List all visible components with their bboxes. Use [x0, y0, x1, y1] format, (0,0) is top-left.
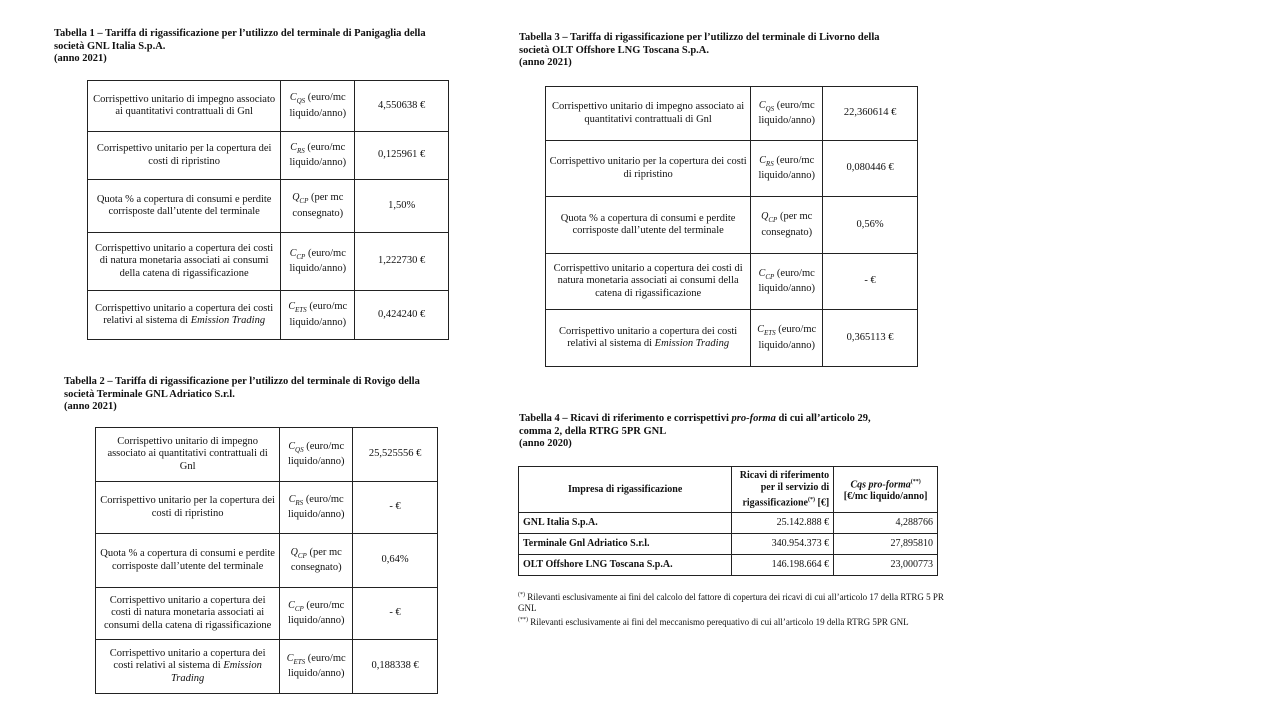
table3-title: Tabella 3 – Tariffa di rigassificazione per l’utilizzo del terminale di Livorno della	[519, 32, 880, 43]
tariff-value: 22,360614 €	[823, 87, 918, 141]
tariff-description-text: Corrispettivo unitario a copertura dei costi relativi al sistema di	[559, 325, 738, 349]
table3-year: (anno 2021)	[519, 57, 572, 68]
table-row	[88, 291, 449, 340]
table4-head-revenue-mark: (*)	[808, 496, 815, 503]
tariff-symbol-subscript: CP	[297, 551, 307, 560]
tariff-description-text: Corrispettivo unitario per la copertura dei costi di ripristino	[96, 143, 272, 167]
tariff-symbol-letter: $C_{ETS}$	[757, 324, 776, 337]
tariff-symbol-subscript: ETS	[295, 306, 307, 314]
tariff-value: 4,550638 €	[355, 81, 449, 132]
tariff-symbol-subscript: CP	[299, 197, 309, 205]
tariff-symbol	[281, 233, 355, 291]
tariff-symbol	[280, 534, 353, 588]
tariff-value: 0,64%	[353, 534, 438, 588]
table4-revenue: 146.198.664 €	[732, 555, 834, 576]
table4-head-cqs-unit: [€/mc liquido/anno]	[843, 491, 928, 503]
tariff-description	[88, 291, 281, 340]
table-row	[546, 87, 918, 141]
tariff-symbol-subscript: CP	[765, 272, 775, 281]
tariff-symbol-subscript: CP	[294, 604, 304, 613]
tariff-value: 0,188338 €	[353, 640, 438, 694]
table4-cqs: 4,288766	[834, 513, 938, 534]
footnote-1-text: Rilevanti esclusivamente ai fini del calcolo del fattore di copertura dei ricavi di cui all’articolo 17 della RTRG 5 PR GNL	[518, 592, 944, 613]
table-row	[546, 141, 918, 197]
table4-cqs: 27,895810	[834, 534, 938, 555]
table4-caption	[519, 413, 959, 451]
tariff-symbol-subscript: RS	[296, 146, 305, 155]
table-row	[519, 534, 938, 555]
tariff-description-text: Corrispettivo unitario a copertura dei costi di natura monetaria associati ai consumi della catena di rigassificazione	[553, 262, 743, 299]
table4-head-cqs	[834, 467, 938, 513]
tariff-symbol	[281, 180, 355, 233]
tariff-unit: (euro/mc liquido/anno)	[289, 92, 347, 119]
tariff-symbol-subscript: QS	[295, 445, 304, 454]
table3-caption	[519, 32, 959, 70]
table4-title	[519, 413, 959, 426]
tariff-symbol-letter: $C_{RS}$	[290, 141, 305, 155]
tariff-unit: (euro/mc liquido/anno)	[287, 493, 345, 520]
table1-company: società GNL Italia S.p.A.	[54, 40, 166, 52]
tariff-symbol-subscript: CP	[296, 252, 306, 261]
tariff-description-text: Corrispettivo unitario per la copertura dei costi di ripristino	[549, 156, 747, 180]
table-row	[546, 197, 918, 254]
tariff-description	[88, 233, 281, 291]
tariff-value: - €	[353, 482, 438, 534]
table-row	[96, 482, 438, 534]
table4-title-italic: pro-forma	[731, 413, 776, 424]
tariff-symbol-letter: $C_{CP}$	[758, 267, 775, 281]
table4-head-revenue-label: Ricavi di riferimento per il servizio di rigassificazione	[739, 469, 830, 509]
tariff-symbol	[280, 428, 353, 482]
table1-body	[88, 81, 449, 340]
tariff-description	[546, 197, 751, 254]
table4-company: OLT Offshore LNG Toscana S.p.A.	[519, 555, 732, 576]
tariff-value: 0,125961 €	[355, 132, 449, 180]
table4-footnotes	[518, 590, 958, 629]
table4-head-revenue-unit: [€]	[817, 497, 830, 509]
tariff-symbol	[751, 254, 823, 310]
tariff-value: 1,50%	[355, 180, 449, 233]
table4-cqs: 23,000773	[834, 555, 938, 576]
table3-body	[546, 87, 918, 367]
tariff-description	[546, 141, 751, 197]
table-row	[96, 588, 438, 640]
table-row	[96, 534, 438, 588]
tariff-symbol	[281, 81, 355, 132]
tariff-unit: (per mc consegnato)	[761, 211, 813, 238]
tariff-symbol-letter: $C_{ETS}$	[286, 652, 306, 666]
table4-subtitle: comma 2, della RTRG 5PR GNL	[519, 425, 667, 437]
tariff-description	[96, 640, 280, 694]
tariff-description-text: Corrispettivo unitario di impegno associato ai quantitativi contrattuali di Gnl	[552, 101, 745, 125]
tariff-symbol-letter: $C_{ETS}$	[288, 301, 307, 314]
table-row	[96, 428, 438, 482]
footnote-2	[518, 615, 958, 628]
tariff-description-italic: Emission Trading	[171, 660, 262, 684]
table4-header-row	[519, 467, 938, 513]
tariff-value: 1,222730 €	[355, 233, 449, 291]
tariff-value: 0,365113 €	[823, 310, 918, 367]
tariff-symbol-letter: $C_{RS}$	[288, 493, 304, 507]
tariff-symbol-letter: $C_{CP}$	[288, 599, 304, 613]
table2-company: società Terminale GNL Adriatico S.r.l.	[64, 388, 235, 400]
tariff-symbol	[280, 588, 353, 640]
table4-head-company: Impresa di rigassificazione	[519, 467, 732, 513]
tariff-description-italic: Emission Trading	[654, 338, 730, 349]
table-row	[88, 132, 449, 180]
tariff-description	[546, 87, 751, 141]
tariff-unit: (per mc consegnato)	[292, 192, 344, 219]
tariff-symbol	[280, 640, 353, 694]
table4-title-a: Tabella 4 – Ricavi di riferimento e corrispettivi	[519, 413, 729, 424]
table4-body	[519, 513, 938, 576]
tariff-symbol	[281, 291, 355, 340]
tariff-description-text: Corrispettivo unitario a copertura dei costi di natura monetaria associati ai consumi della catena di rigassificazione	[95, 242, 274, 279]
table4-company: Terminale Gnl Adriatico S.r.l.	[519, 534, 732, 555]
tariff-symbol-letter: $C_{QS}$	[288, 440, 304, 454]
tariff-value: 0,080446 €	[823, 141, 918, 197]
table-row	[546, 254, 918, 310]
table4	[518, 466, 938, 576]
footnote-2-mark: (**)	[518, 617, 528, 623]
tariff-symbol	[751, 310, 823, 367]
tariff-unit: (euro/mc liquido/anno)	[758, 99, 816, 126]
tariff-description-text: Corrispettivo unitario di impegno associato ai quantitativi contrattuali di Gnl	[93, 93, 276, 117]
tariff-symbol-subscript: ETS	[293, 657, 306, 666]
table2	[95, 427, 438, 694]
table-row	[88, 180, 449, 233]
table2-caption	[64, 376, 504, 414]
table4-head-cqs-label: Cqs pro-forma	[850, 479, 911, 491]
tariff-symbol	[751, 141, 823, 197]
tariff-symbol	[751, 87, 823, 141]
table-row	[96, 640, 438, 694]
tariff-description-text: Corrispettivo unitario per la copertura dei costi di ripristino	[100, 495, 275, 519]
tariff-unit: (euro/mc liquido/anno)	[289, 247, 347, 274]
tariff-description	[96, 482, 280, 534]
table4-head-revenue	[732, 467, 834, 513]
tariff-description	[88, 132, 281, 180]
tariff-description-text: Corrispettivo unitario di impegno associato ai quantitativi contrattuali di Gnl	[107, 435, 268, 472]
tariff-unit: (euro/mc liquido/anno)	[287, 440, 345, 467]
tariff-symbol-letter: $C_{RS}$	[759, 154, 774, 168]
table2-body	[96, 428, 438, 694]
tariff-unit: (euro/mc liquido/anno)	[758, 154, 816, 181]
tariff-unit: (euro/mc liquido/anno)	[287, 599, 345, 626]
tariff-value: - €	[823, 254, 918, 310]
table4-revenue: 340.954.373 €	[732, 534, 834, 555]
tariff-description-text: Quota % a copertura di consumi e perdite corrisposte dall’utente del terminale	[96, 193, 272, 217]
tariff-unit: (euro/mc liquido/anno)	[758, 324, 817, 351]
tariff-unit: (euro/mc liquido/anno)	[287, 652, 346, 679]
tariff-symbol	[280, 482, 353, 534]
tariff-symbol-letter: $C_{CP}$	[289, 247, 306, 261]
tariff-symbol	[281, 132, 355, 180]
tariff-unit: (euro/mc liquido/anno)	[289, 141, 347, 168]
footnote-1	[518, 590, 958, 614]
tariff-value: 0,56%	[823, 197, 918, 254]
tariff-unit: (euro/mc liquido/anno)	[758, 267, 816, 294]
tariff-symbol-letter: $C_{QS}$	[289, 92, 306, 105]
table1-year: (anno 2021)	[54, 53, 107, 64]
tariff-symbol-subscript: QS	[296, 97, 306, 105]
table4-title-b: di cui all’articolo 29,	[778, 413, 871, 424]
table1	[87, 80, 449, 340]
tariff-symbol-letter: $Q_{CP}$	[292, 192, 309, 205]
tariff-description	[546, 310, 751, 367]
tariff-symbol-subscript: QS	[765, 104, 775, 113]
table3	[545, 86, 918, 367]
tariff-description-text: Quota % a copertura di consumi e perdite corrisposte dall’utente del terminale	[100, 548, 275, 572]
tariff-description-text: Corrispettivo unitario a copertura dei costi relativi al sistema di	[109, 647, 266, 672]
table-row	[519, 555, 938, 576]
tariff-description	[96, 534, 280, 588]
tariff-symbol	[751, 197, 823, 254]
tariff-description-text: Quota % a copertura di consumi e perdite corrisposte dall’utente del terminale	[560, 212, 736, 236]
tariff-value: 0,424240 €	[355, 291, 449, 340]
tariff-symbol-letter: $Q_{CP}$	[761, 211, 778, 224]
tariff-unit: (euro/mc liquido/anno)	[289, 301, 348, 328]
footnote-1-mark: (*)	[518, 592, 525, 598]
tariff-description	[96, 588, 280, 640]
tariff-description	[96, 428, 280, 482]
table4-year: (anno 2020)	[519, 438, 572, 449]
table4-head-cqs-mark: (**)	[910, 478, 921, 485]
tariff-description-text: Corrispettivo unitario a copertura dei costi relativi al sistema di	[95, 302, 274, 326]
tariff-description-text: Corrispettivo unitario a copertura dei costi di natura monetaria associati ai consumi della catena di rigassificazione	[103, 594, 272, 631]
tariff-symbol-subscript: ETS	[763, 329, 776, 337]
tariff-description	[546, 254, 751, 310]
tariff-symbol-letter: $Q_{CP}$	[290, 546, 307, 560]
table4-revenue: 25.142.888 €	[732, 513, 834, 534]
table3-company: società OLT Offshore LNG Toscana S.p.A.	[519, 44, 710, 56]
table4-company: GNL Italia S.p.A.	[519, 513, 732, 534]
table2-title: Tabella 2 – Tariffa di rigassificazione per l’utilizzo del terminale di Rovigo della	[64, 376, 420, 387]
table1-caption	[54, 28, 494, 66]
tariff-symbol-letter: $C_{QS}$	[758, 99, 775, 113]
tariff-value: 25,525556 €	[353, 428, 438, 482]
table2-year: (anno 2021)	[64, 401, 117, 412]
tariff-symbol-subscript: RS	[765, 159, 774, 168]
table-row	[546, 310, 918, 367]
tariff-description	[88, 81, 281, 132]
tariff-description-italic: Emission Trading	[190, 315, 266, 326]
table-row	[88, 233, 449, 291]
tariff-symbol-subscript: RS	[295, 498, 304, 507]
tariff-description	[88, 180, 281, 233]
footnote-2-text: Rilevanti esclusivamente ai fini del meccanismo perequativo di cui all’articolo 19 della RTRG 5PR GNL	[530, 617, 909, 627]
tariff-unit: (per mc consegnato)	[290, 546, 342, 573]
tariff-value: - €	[353, 588, 438, 640]
table-row	[88, 81, 449, 132]
table1-title: Tabella 1 – Tariffa di rigassificazione per l’utilizzo del terminale di Panigaglia della	[54, 28, 426, 39]
tariff-symbol-subscript: CP	[768, 216, 778, 224]
table-row	[519, 513, 938, 534]
